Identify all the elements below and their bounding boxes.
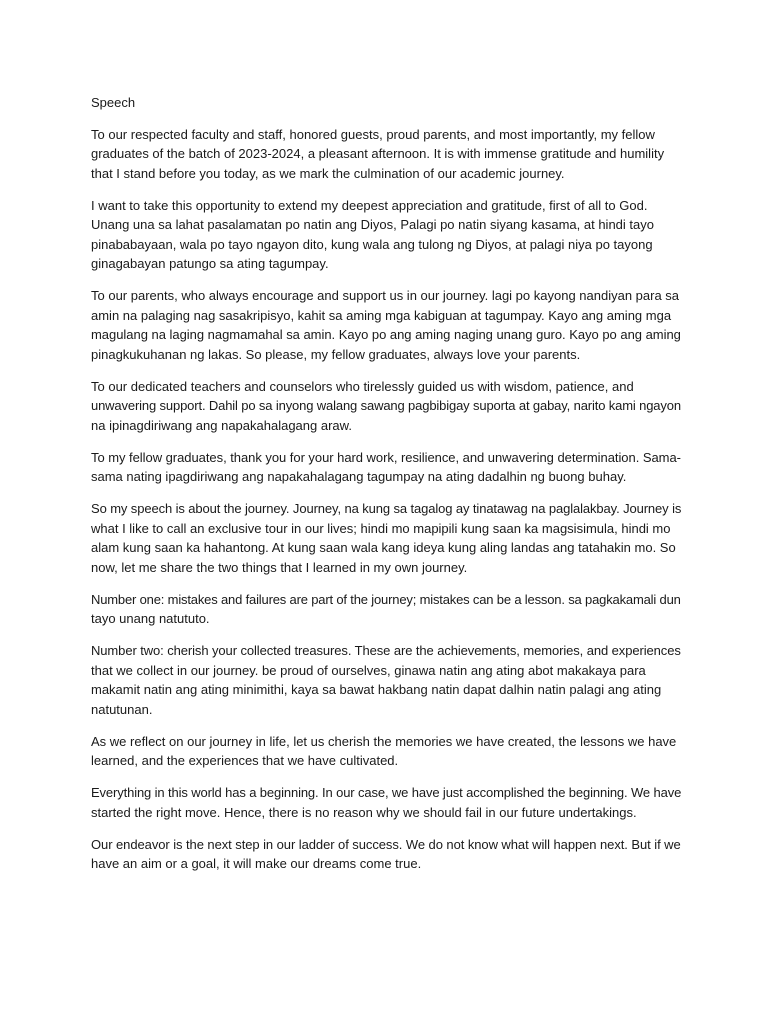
paragraph-line: Number one: mistakes and failures are part of the journey; mistakes can be a lesson. sa pagkakamali dun — [91, 591, 681, 607]
paragraph — [91, 835, 681, 874]
paragraph-line: To our parents, who always encourage and support us in our journey. lagi po kayong nandiyan para sa — [91, 288, 680, 303]
paragraph-line: pinababayaan, wala po tayo ngayon dito, kung wala ang tulong ng Diyos, at palagi niya po tayong — [91, 236, 653, 252]
paragraph-line: what I like to call an exclusive tour in our lives; hindi mo mapipili kung saan ka magsisimula, hindi mo — [91, 520, 671, 536]
paragraph-line: graduates of the batch of 2023-2024, a pleasant afternoon. It is with immense gratitude and humility — [91, 146, 665, 161]
paragraph-line: that I stand before you today, as we mark the culmination of our academic journey. — [91, 165, 565, 181]
document-body — [91, 93, 681, 886]
paragraph-line: pinagkukuhanan ng lakas. So please, my fellow graduates, always love your parents. — [91, 346, 581, 362]
paragraph-line: na ipinagdiriwang ang napakahalagang araw. — [91, 417, 352, 433]
paragraph — [91, 377, 681, 436]
document-title: Speech — [91, 95, 136, 110]
paragraph-line: started the right move. Hence, there is no reason why we should fail in our future undertakings. — [91, 804, 637, 820]
paragraph-line: Number two: cherish your collected treasures. These are the achievements, memories, and experiences — [91, 643, 681, 658]
paragraph — [91, 641, 681, 719]
paragraph — [91, 286, 681, 364]
paragraph-line: magulang na laging nagmamahal sa amin. Kayo po ang aming naging unang guro. Kayo po ang aming — [91, 327, 681, 342]
paragraph-line: makamit natin ang ating minimithi, kaya sa bawat hakbang natin dapat dalhin natin palagi ang ating — [91, 682, 662, 697]
paragraph-line: So my speech is about the journey. Journey, na kung sa tagalog ay tinatawag na paglalakbay. Journey is — [91, 501, 682, 516]
paragraph-line: have an aim or a goal, it will make our dreams come true. — [91, 856, 422, 871]
paragraph-line: tayo unang natututo. — [91, 611, 210, 626]
paragraph — [91, 196, 681, 274]
paragraph-line: To our respected faculty and staff, honored guests, proud parents, and most importantly, my fellow — [91, 126, 655, 142]
paragraph-line: ginagabayan patungo sa ating tagumpay. — [91, 256, 329, 271]
paragraph — [91, 499, 681, 577]
paragraph-line: alam kung saan ka hahantong. At kung saan wala kang ideya kung aling landas ang tatahakin mo. So — [91, 540, 676, 555]
paragraph-line: To my fellow graduates, thank you for your hard work, resilience, and unwavering determination. Sama- — [91, 449, 681, 465]
paragraph — [91, 783, 681, 822]
paragraph-line: unwavering support. Dahil po sa inyong walang sawang pagbibigay suporta at gabay, narito kami ngayon — [91, 398, 681, 413]
paragraph — [91, 448, 681, 487]
paragraph-line: that we collect in our journey. be proud of ourselves, ginawa natin ang ating abot makakaya para — [91, 662, 646, 678]
paragraph-line: Everything in this world has a beginning. In our case, we have just accomplished the beginning. We have — [91, 785, 682, 800]
paragraph-line: now, let me share the two things that I learned in my own journey. — [91, 559, 468, 575]
paragraph-line: Unang una sa lahat pasalamatan po natin ang Diyos, Palagi po natin siyang kasama, at hindi tayo — [91, 217, 654, 232]
paragraph-line: To our dedicated teachers and counselors who tirelessly guided us with wisdom, patience, and — [91, 378, 634, 394]
paragraph-list — [91, 125, 681, 874]
paragraph — [91, 590, 681, 629]
paragraph-line: sama nating ipagdiriwang ang napakahalagang tagumpay na ating dadalhin ng buong buhay. — [91, 469, 627, 484]
paragraph-line: natutunan. — [91, 701, 153, 717]
paragraph — [91, 125, 681, 184]
paragraph-line: learned, and the experiences that we have cultivated. — [91, 753, 399, 768]
paragraph — [91, 732, 681, 771]
paragraph-line: As we reflect on our journey in life, let us cherish the memories we have created, the lessons we have — [91, 733, 677, 749]
paragraph-line: Our endeavor is the next step in our ladder of success. We do not know what will happen next. But if we — [91, 836, 681, 852]
paragraph-line: I want to take this opportunity to extend my deepest appreciation and gratitude, first of all to God. — [91, 197, 648, 213]
paragraph-line: amin na palaging nag sasakripisyo, kahit sa aming mga kabiguan at tagumpay. Kayo ang aming mga — [91, 307, 672, 323]
